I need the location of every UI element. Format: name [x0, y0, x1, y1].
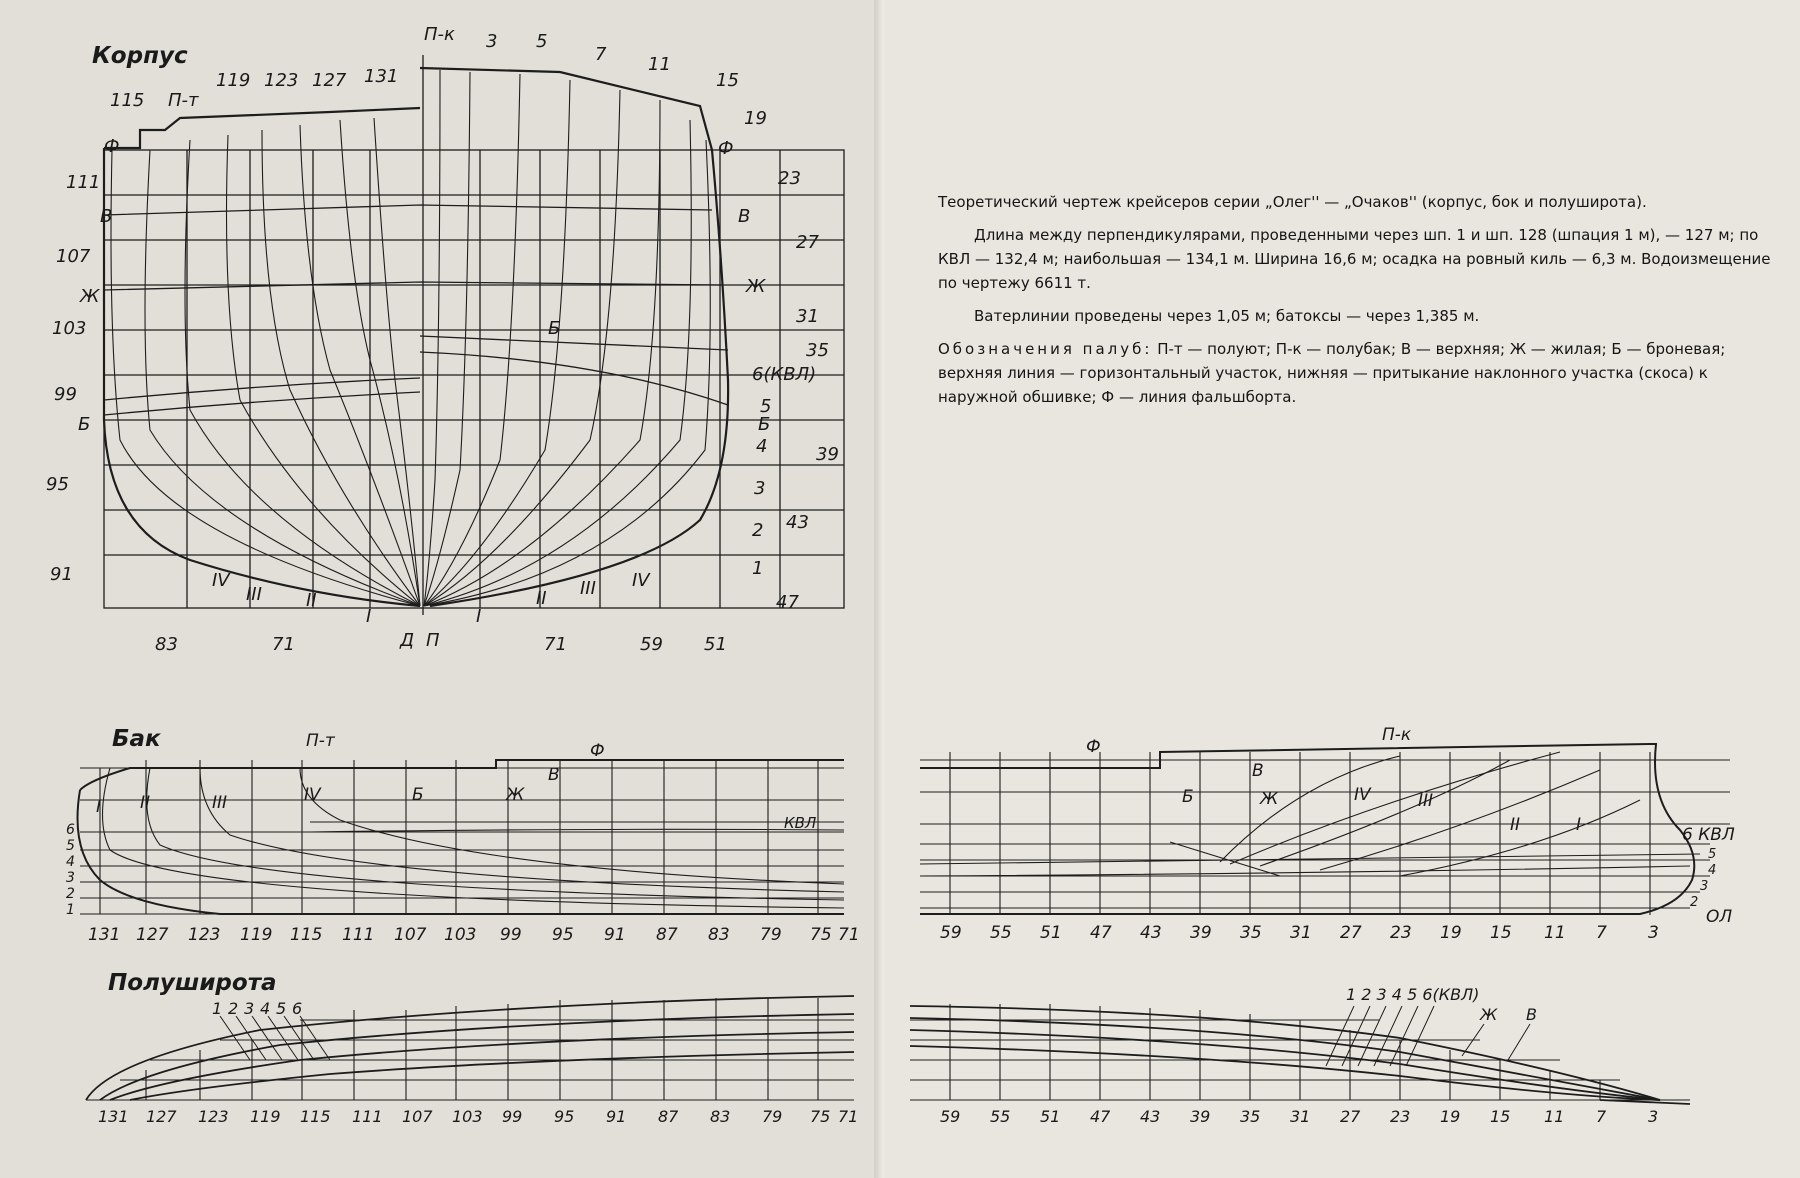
frame-label: 107: [56, 246, 91, 267]
waterline-label: 2: [752, 520, 764, 541]
buttock-label: I: [366, 606, 372, 627]
half-breadth-title: Полуширота: [108, 970, 277, 996]
station-label: 119: [240, 925, 273, 945]
waterline-label: 1: [752, 558, 764, 579]
buttock-label: IV: [1354, 785, 1371, 805]
profile-aft-outline: [78, 760, 845, 914]
station-label: 91: [604, 925, 626, 945]
deck-label: В: [1252, 761, 1264, 781]
buttock-label: II: [140, 793, 151, 813]
caption-dimensions: Длина между перпендикулярами, проведенными через шп. 1 и шп. 128 (шпация 1 м), — 127 м; по КВЛ — 132,4 м; наибольшая — 134,1 м. Ширина 16,6 м; осадка на ровный киль — 6,3 м. Водоизмещение по чертежу 6611 т.: [938, 226, 1771, 292]
frame-label: 11: [648, 54, 671, 75]
half-breadth-fwd: [910, 985, 1690, 1126]
buttock-label: II: [306, 590, 317, 611]
waterline-label: 3: [1700, 879, 1709, 894]
frame-label: 35: [806, 340, 829, 361]
caption-waterlines: Ватерлинии проведены через 1,05 м; батоксы — через 1,385 м.: [974, 307, 1480, 325]
waterline-label: 4: [66, 854, 75, 870]
station-label: 39: [1190, 923, 1212, 943]
waterline-label: 5: [66, 838, 75, 854]
frame-label: 111: [66, 172, 101, 193]
station-label: 59: [940, 1107, 961, 1126]
buttock-label: I: [476, 606, 482, 627]
body-plan-outline: [104, 68, 728, 606]
station-label: 95: [554, 1107, 575, 1126]
waterline-label: 6(КВЛ): [752, 364, 817, 385]
buttock-label: III: [212, 793, 228, 813]
waterline-label: 5: [1708, 847, 1717, 862]
station-label: 47: [1090, 1107, 1111, 1126]
station-label: 111: [352, 1107, 383, 1126]
waterline-label: 4: [1708, 863, 1717, 878]
station-label: 83: [708, 925, 730, 945]
half-breadth-aft-grid: [86, 998, 854, 1100]
station-label: 39: [1190, 1107, 1211, 1126]
waterline-label: 3: [244, 999, 255, 1018]
frame-label: 3: [486, 31, 498, 52]
station-label: 99: [500, 925, 522, 945]
station-label: 43: [1140, 923, 1162, 943]
station-label: 19: [1440, 923, 1462, 943]
deck-label: Ф: [718, 138, 734, 159]
deck-label: В: [1526, 1005, 1537, 1024]
deck-label: Ж: [80, 286, 100, 307]
caption-legend-heading: Обозначения палуб:: [938, 340, 1153, 358]
station-label: 107: [402, 1107, 433, 1126]
buttock-label: IV: [212, 570, 230, 591]
centreline-label: П: [426, 630, 440, 651]
station-label: 107: [394, 925, 427, 945]
waterline-label: 5: [276, 999, 287, 1018]
profile-aft: [66, 726, 860, 945]
caption-legend-text: П-т — полуют; П-к — полубак; В — верхняя; Ж — жилая; Б — броневая; верхняя линия — горизонтальный участок, нижняя — притыкание наклонного участка (скоса) к наружной обшивке; Ф — линия фальшборта.: [938, 340, 1726, 406]
frame-label: 31: [796, 306, 819, 327]
station-label: 115: [290, 925, 323, 945]
buttock-label: IV: [304, 785, 321, 805]
profile-fwd-labels: [940, 725, 1735, 943]
frame-label: 71: [272, 634, 295, 655]
half-breadth-fwd-labels: [940, 985, 1658, 1126]
buttock-label: II: [1510, 815, 1521, 835]
station-label: 7: [1596, 1107, 1607, 1126]
buttock-label: III: [580, 578, 596, 599]
deck-label: П-т: [168, 90, 199, 111]
waterline-label: 6: [292, 999, 303, 1018]
station-label: 15: [1490, 923, 1512, 943]
frame-label: 59: [640, 634, 663, 655]
station-label: 119: [250, 1107, 281, 1126]
station-label: 31: [1290, 1107, 1311, 1126]
profile-aft-buttocks: [103, 768, 845, 908]
frame-label: 5: [536, 31, 548, 52]
frame-label: 7: [595, 44, 607, 65]
deck-label: Б: [1182, 787, 1194, 807]
waterline-label: 1: [212, 999, 223, 1018]
buttock-label: III: [1418, 791, 1434, 811]
station-label: 123: [198, 1107, 229, 1126]
deck-label: Ф: [590, 741, 605, 761]
buttock-label: III: [246, 584, 262, 605]
station-label: 27: [1340, 923, 1362, 943]
deck-label: Ж: [746, 276, 766, 297]
station-label: 59: [940, 923, 962, 943]
body-plan-title: Корпус: [92, 43, 188, 69]
station-label: 51: [1040, 923, 1062, 943]
station-label: 23: [1390, 1107, 1411, 1126]
body-plan: [46, 24, 844, 655]
deck-label: Б: [412, 785, 424, 805]
caption-deck-legend: [938, 337, 1780, 409]
waterline-label: 6: [66, 822, 75, 838]
station-label: 91: [606, 1107, 627, 1126]
deck-label: Ж: [506, 785, 525, 805]
caption-title: Теоретический чертеж крейсеров серии „Олег'' — „Очаков'' (корпус, бок и полуширота).: [938, 193, 1647, 211]
deck-label: В: [738, 206, 751, 227]
deck-label: П-к: [424, 24, 455, 45]
ol-label: ОЛ: [1706, 907, 1733, 927]
station-label: 115: [300, 1107, 331, 1126]
station-label: 23: [1390, 923, 1412, 943]
station-label: 95: [552, 925, 574, 945]
forecastle-title: Бак: [112, 726, 161, 752]
profile-aft-labels: [66, 731, 860, 945]
station-label: 87: [658, 1107, 679, 1126]
deck-label: В: [548, 765, 560, 785]
deck-label: Ф: [104, 136, 120, 157]
frame-label: 47: [776, 592, 799, 613]
station-label: 11: [1544, 1107, 1565, 1126]
station-label: 11: [1544, 923, 1566, 943]
waterline-label: 3: [754, 478, 766, 499]
station-label: 79: [760, 925, 782, 945]
station-label: 3: [1648, 1107, 1659, 1126]
station-label: 19: [1440, 1107, 1461, 1126]
kvl-label: КВЛ: [784, 814, 817, 832]
station-label: 103: [452, 1107, 483, 1126]
centreline-label: Д: [400, 630, 415, 651]
station-label: 103: [444, 925, 477, 945]
frame-label: 71: [544, 634, 567, 655]
station-label: 35: [1240, 1107, 1261, 1126]
station-label: 31: [1290, 923, 1312, 943]
frame-label: 51: [704, 634, 727, 655]
station-label: 127: [146, 1107, 177, 1126]
station-label: 131: [88, 925, 121, 945]
station-label: 111: [342, 925, 375, 945]
station-label: 15: [1490, 1107, 1511, 1126]
station-label: 3: [1648, 923, 1659, 943]
frame-label: 123: [264, 70, 299, 91]
station-label: 27: [1340, 1107, 1361, 1126]
frame-label: 27: [796, 232, 819, 253]
buttock-label: II: [536, 588, 547, 609]
station-label: 71: [838, 1107, 859, 1126]
half-breadth-aft-waterlines: [86, 996, 854, 1100]
aft-frame-curves: [111, 118, 420, 606]
frame-label: 131: [364, 66, 399, 87]
profile-fwd-buttocks: [920, 752, 1700, 876]
frame-label: 39: [816, 444, 839, 465]
frame-label: 103: [52, 318, 87, 339]
kvl-label: 6 КВЛ: [1682, 825, 1735, 845]
body-plan-deck-lines: [104, 205, 728, 415]
station-label: 51: [1040, 1107, 1061, 1126]
frame-label: 99: [54, 384, 77, 405]
deck-label: Ж: [1260, 789, 1279, 809]
half-breadth-aft: [86, 970, 858, 1126]
deck-label: Ж: [1480, 1005, 1498, 1024]
station-label: 131: [98, 1107, 129, 1126]
station-label: 83: [710, 1107, 731, 1126]
frame-label: 91: [50, 564, 73, 585]
station-label: 35: [1240, 923, 1262, 943]
frame-label: 95: [46, 474, 69, 495]
station-label: 55: [990, 923, 1012, 943]
frame-label: 127: [312, 70, 347, 91]
waterline-label: 2: [66, 886, 75, 902]
station-label: 127: [136, 925, 169, 945]
waterline-label: 4: [756, 436, 768, 457]
half-breadth-aft-labels: [98, 999, 858, 1126]
waterline-label: 1: [66, 902, 75, 918]
waterline-label: 3: [66, 870, 75, 886]
frame-label: 19: [744, 108, 767, 129]
buttock-label: IV: [632, 570, 650, 591]
waterline-label: 1 2 3 4 5 6(КВЛ): [1346, 985, 1480, 1004]
waterline-label: 4: [260, 999, 271, 1018]
frame-label: 83: [155, 634, 178, 655]
frame-label: 119: [216, 70, 251, 91]
station-label: 99: [502, 1107, 523, 1126]
waterline-label: 2: [1690, 895, 1699, 910]
waterline-label: 5: [760, 396, 772, 417]
station-label: 75: [810, 1107, 831, 1126]
frame-label: 23: [778, 168, 801, 189]
profile-aft-grid: [80, 760, 844, 914]
station-label: 75: [810, 925, 832, 945]
frame-label: 43: [786, 512, 809, 533]
frame-label: 15: [716, 70, 739, 91]
station-label: 79: [762, 1107, 783, 1126]
station-label: 55: [990, 1107, 1011, 1126]
frame-label: 115: [110, 90, 145, 111]
deck-label: В: [100, 206, 113, 227]
buttock-label: I: [96, 797, 102, 817]
buttock-label: I: [1576, 815, 1582, 835]
station-label: 7: [1596, 923, 1607, 943]
profile-fwd-grid: [920, 752, 1730, 915]
station-label: 123: [188, 925, 221, 945]
deck-label: Б: [758, 414, 771, 435]
waterline-label: 2: [228, 999, 239, 1018]
deck-label: П-к: [1382, 725, 1412, 745]
station-label: 71: [838, 925, 860, 945]
station-label: 43: [1140, 1107, 1161, 1126]
deck-label: Б: [548, 318, 561, 339]
profile-fwd: [920, 725, 1735, 943]
station-label: 47: [1090, 923, 1112, 943]
deck-label: Ф: [1086, 737, 1101, 757]
drawing-caption: [938, 190, 1780, 418]
deck-label: П-т: [306, 731, 335, 751]
deck-label: Б: [78, 414, 91, 435]
station-label: 87: [656, 925, 678, 945]
